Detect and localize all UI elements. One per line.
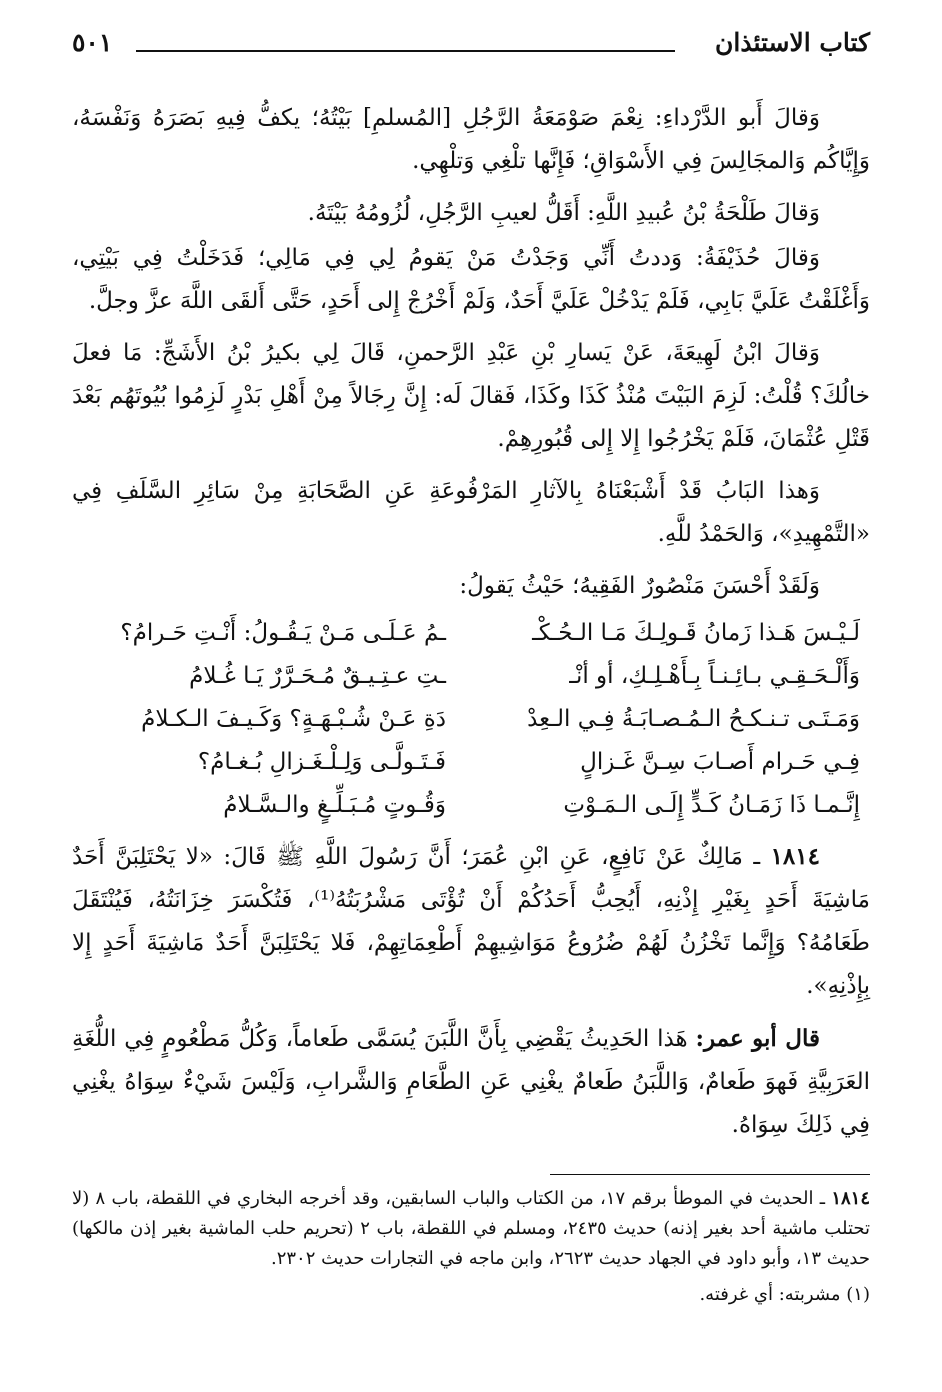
poem-second-hemistich: فَـتَـولَّـى وَلِـلْـغَـزالِ بُـغـامُ؟ (197, 749, 446, 775)
footnote-separator (550, 1174, 870, 1175)
footnote-text: مشربته: أي غرفته. (699, 1284, 841, 1305)
paragraph-poem-intro: وَلَقَدْ أَحْسَنَ مَنْصُورٌ الفَقِيهُ؛ حَيْثُ يَقولُ: (459, 573, 820, 599)
footnote-definition (72, 1280, 870, 1310)
poem-first-hemistich: إِنَّـمـا ذَا زَمَـانُ كَـدٍّ إِلَـى الـمَـوْتِ (563, 792, 860, 818)
paragraph-ibn-lahia: وَقالَ ابْنُ لَهِيعَةَ، عَنْ يَسارِ بْنِ عَبْدِ الرَّحمنِ، قَالَ لِي بكيرُ بْنُ الأَشَجِّ: مَا فعلَ خالُكَ؟ قُلْتُ: لَزِمَ البَيْتَ مُنْذُ كَذَا وكَذَا، فَقالَ لَه: إِنَّ رِجَالاً مِنْ أَهْلِ بَدْرٍ لَزِمُوا بُيُوتَهُم بَعْدَ قَتْلِ عُثْمَانَ، فَلَمْ يَخْرُجُوا إِلا إِلى قُبُورِهِمْ. (72, 340, 870, 452)
poem-first-hemistich: لَـيْـسَ هَـذا زَمانُ قَـولِـكَ مَـا الـحُـكْـ (532, 620, 860, 646)
poem-first-hemistich: وَأَلْـحَـقِـي بـائِـنـاً بِـأَهْـلِـكِ، أو أنْـ (569, 663, 860, 689)
poem-verse (72, 612, 870, 655)
header-rule (136, 50, 675, 52)
page-number: ٥٠١ (72, 28, 113, 57)
poem (72, 612, 870, 827)
book-title: كتاب الاستئذان (715, 28, 870, 57)
commentary-text: هَذا الحَدِيثُ يَقْضِي بِأَنَّ اللَّبَنَ يُسَمَّى طَعاماً، وَكُلُّ مَطْعُومٍ فِي اللُّغَةِ العَرَبِيَّةِ فَهوَ طَعامٌ، وَاللَّبَنُ طَعامٌ يغْنِي عَنِ الطَّعَامِ وَالشَّرابِ، وَلَيْسَ شَيْءٌ سِوَاهُ يغْنِي فِي ذَلِكَ سِوَاهُ. (72, 1026, 870, 1138)
footnote-text: ـ الحديث في الموطأ برقم ١٧، من الكتاب والباب السابقين، وقد أخرجه البخاري في اللقطة، باب ٨ (لا تحتلب ماشية أحد بغير إذنه) حديث ٢٤٣٥، ومسلم في اللقطة، باب ٢ (تحريم حلب الماشية بغير إذن مالكها) حديث ١٣، وأبو داود في الجهاد حديث ٢٦٢٣، وابن ماجه في التجارات حديث ٢٣٠٢. (72, 1188, 870, 1269)
running-header (72, 28, 870, 68)
footnotes (72, 1184, 870, 1310)
hadith-text: ـ مَالِكٌ عَنْ نَافِعٍ، عَنِ ابْنِ عُمَرَ؛ أَنَّ رَسُولَ اللَّهِ ﷺ قَالَ: «لا يَحْتَلِبَنَّ أَحَدٌ مَاشِيَةَ أَحَدٍ بِغَيْرِ إِذْنِهِ، أَيُحِبُّ أَحَدُكُمْ أَنْ تُؤْتَى مَشْرُبَتُهُ⁽¹⁾، فَتُكْسَرَ خِزَانَتُهُ، فَيُنْتَقَلَ طَعَامُهُ؟ وَإِنَّما تَخْزُنُ لَهُمْ ضُرُوعُ مَوَاشِيهِمْ أَطْعِمَاتِهِمْ، فَلا يَحْتَلِبَنَّ أَحَدٌ مَاشِيَةَ أَحَدٍ إِلا بِإِذْنِهِ». (72, 844, 870, 999)
paragraph-talha: وَقالَ طَلْحَةُ بْنُ عُبيدِ اللَّهِ: أَقَلُّ لعيبِ الرَّجُلِ، لُزُومُهُ بَيْتَهُ. (307, 200, 820, 226)
poem-second-hemistich: وَقُـوتٍ مُـبَـلِّـغٍ والـسَّـلامُ (223, 792, 446, 818)
poem-second-hemistich: ـتِ عـتِـيـقٌ مُـحَـرَّرٌ يَـا غُـلامُ (189, 663, 446, 689)
main-text (72, 97, 870, 1156)
poem-second-hemistich: دَةِ عَـنْ شُـبْـهَـةٍ؟ وَكَـيـفَ الـكـلامُ (141, 706, 446, 732)
paragraph-hadith (72, 835, 870, 1008)
commentary-speaker: قال أبو عمر: (695, 1025, 821, 1052)
poem-first-hemistich: وَمَـتَـى تـنـكـحُ الـمُـصـابَـةُ فِـي الـعِدْ (527, 706, 860, 732)
poem-verse (72, 698, 870, 741)
footnote-hadith-source (72, 1184, 870, 1274)
poem-verse (72, 655, 870, 698)
poem-verse (72, 741, 870, 784)
paragraph-abu-darda: وَقالَ أَبو الدَّرْداءِ: نِعْمَ صَوْمَعَةُ الرَّجُلِ [المُسلمِ] بَيْتُهُ؛ يكفُّ فِيهِ بَصَرَهُ وَنَفْسَهُ، وَإِيَّاكُم وَالمجَالِسَ فِي الأَسْوَاقِ؛ فَإِنَّها تلْغِي وَتلْهِي. (72, 105, 870, 174)
footnote-number: (١) (846, 1284, 870, 1305)
hadith-number: ١٨١٤ (770, 843, 820, 870)
poem-first-hemistich: فِـي حَـرام أَصـابَ سِـنَّ غَـزالٍ (580, 749, 860, 775)
paragraph-chapter-note: وَهذا البَابُ قَدْ أَشْبَعْنَاهُ بِالآثارِ المَرْفُوعَةِ عَنِ الصَّحَابَةِ مِنْ سَائِرِ السَّلَفِ فِي «التَّمْهِيدِ»، وَالحَمْدُ للَّهِ. (72, 478, 870, 547)
paragraph-commentary (72, 1017, 870, 1147)
paragraph-hudhayfa: وَقالَ حُذَيْفَةُ: وَددتُ أَنِّي وَجَدْتُ مَنْ يَقومُ لِي فِي مَالِي؛ فَدَخَلْتُ فِي بَيْتِي، وَأَغْلَقْتُ عَلَيَّ بَابِي، فَلَمْ يَدْخُلْ عَلَيَّ أَحَدٌ، وَلَمْ أَخْرُجْ إِلى أَحَدٍ، حَتَّى أَلقَى اللَّهَ عزَّ وجلَّ. (72, 245, 870, 314)
poem-verse (72, 784, 870, 827)
footnote-number: ١٨١٤ (831, 1188, 870, 1209)
poem-second-hemistich: ـمُ عَـلَـى مَـنْ يَـقُـولُ: أَنْـتِ حَـرامُ؟ (120, 620, 446, 646)
